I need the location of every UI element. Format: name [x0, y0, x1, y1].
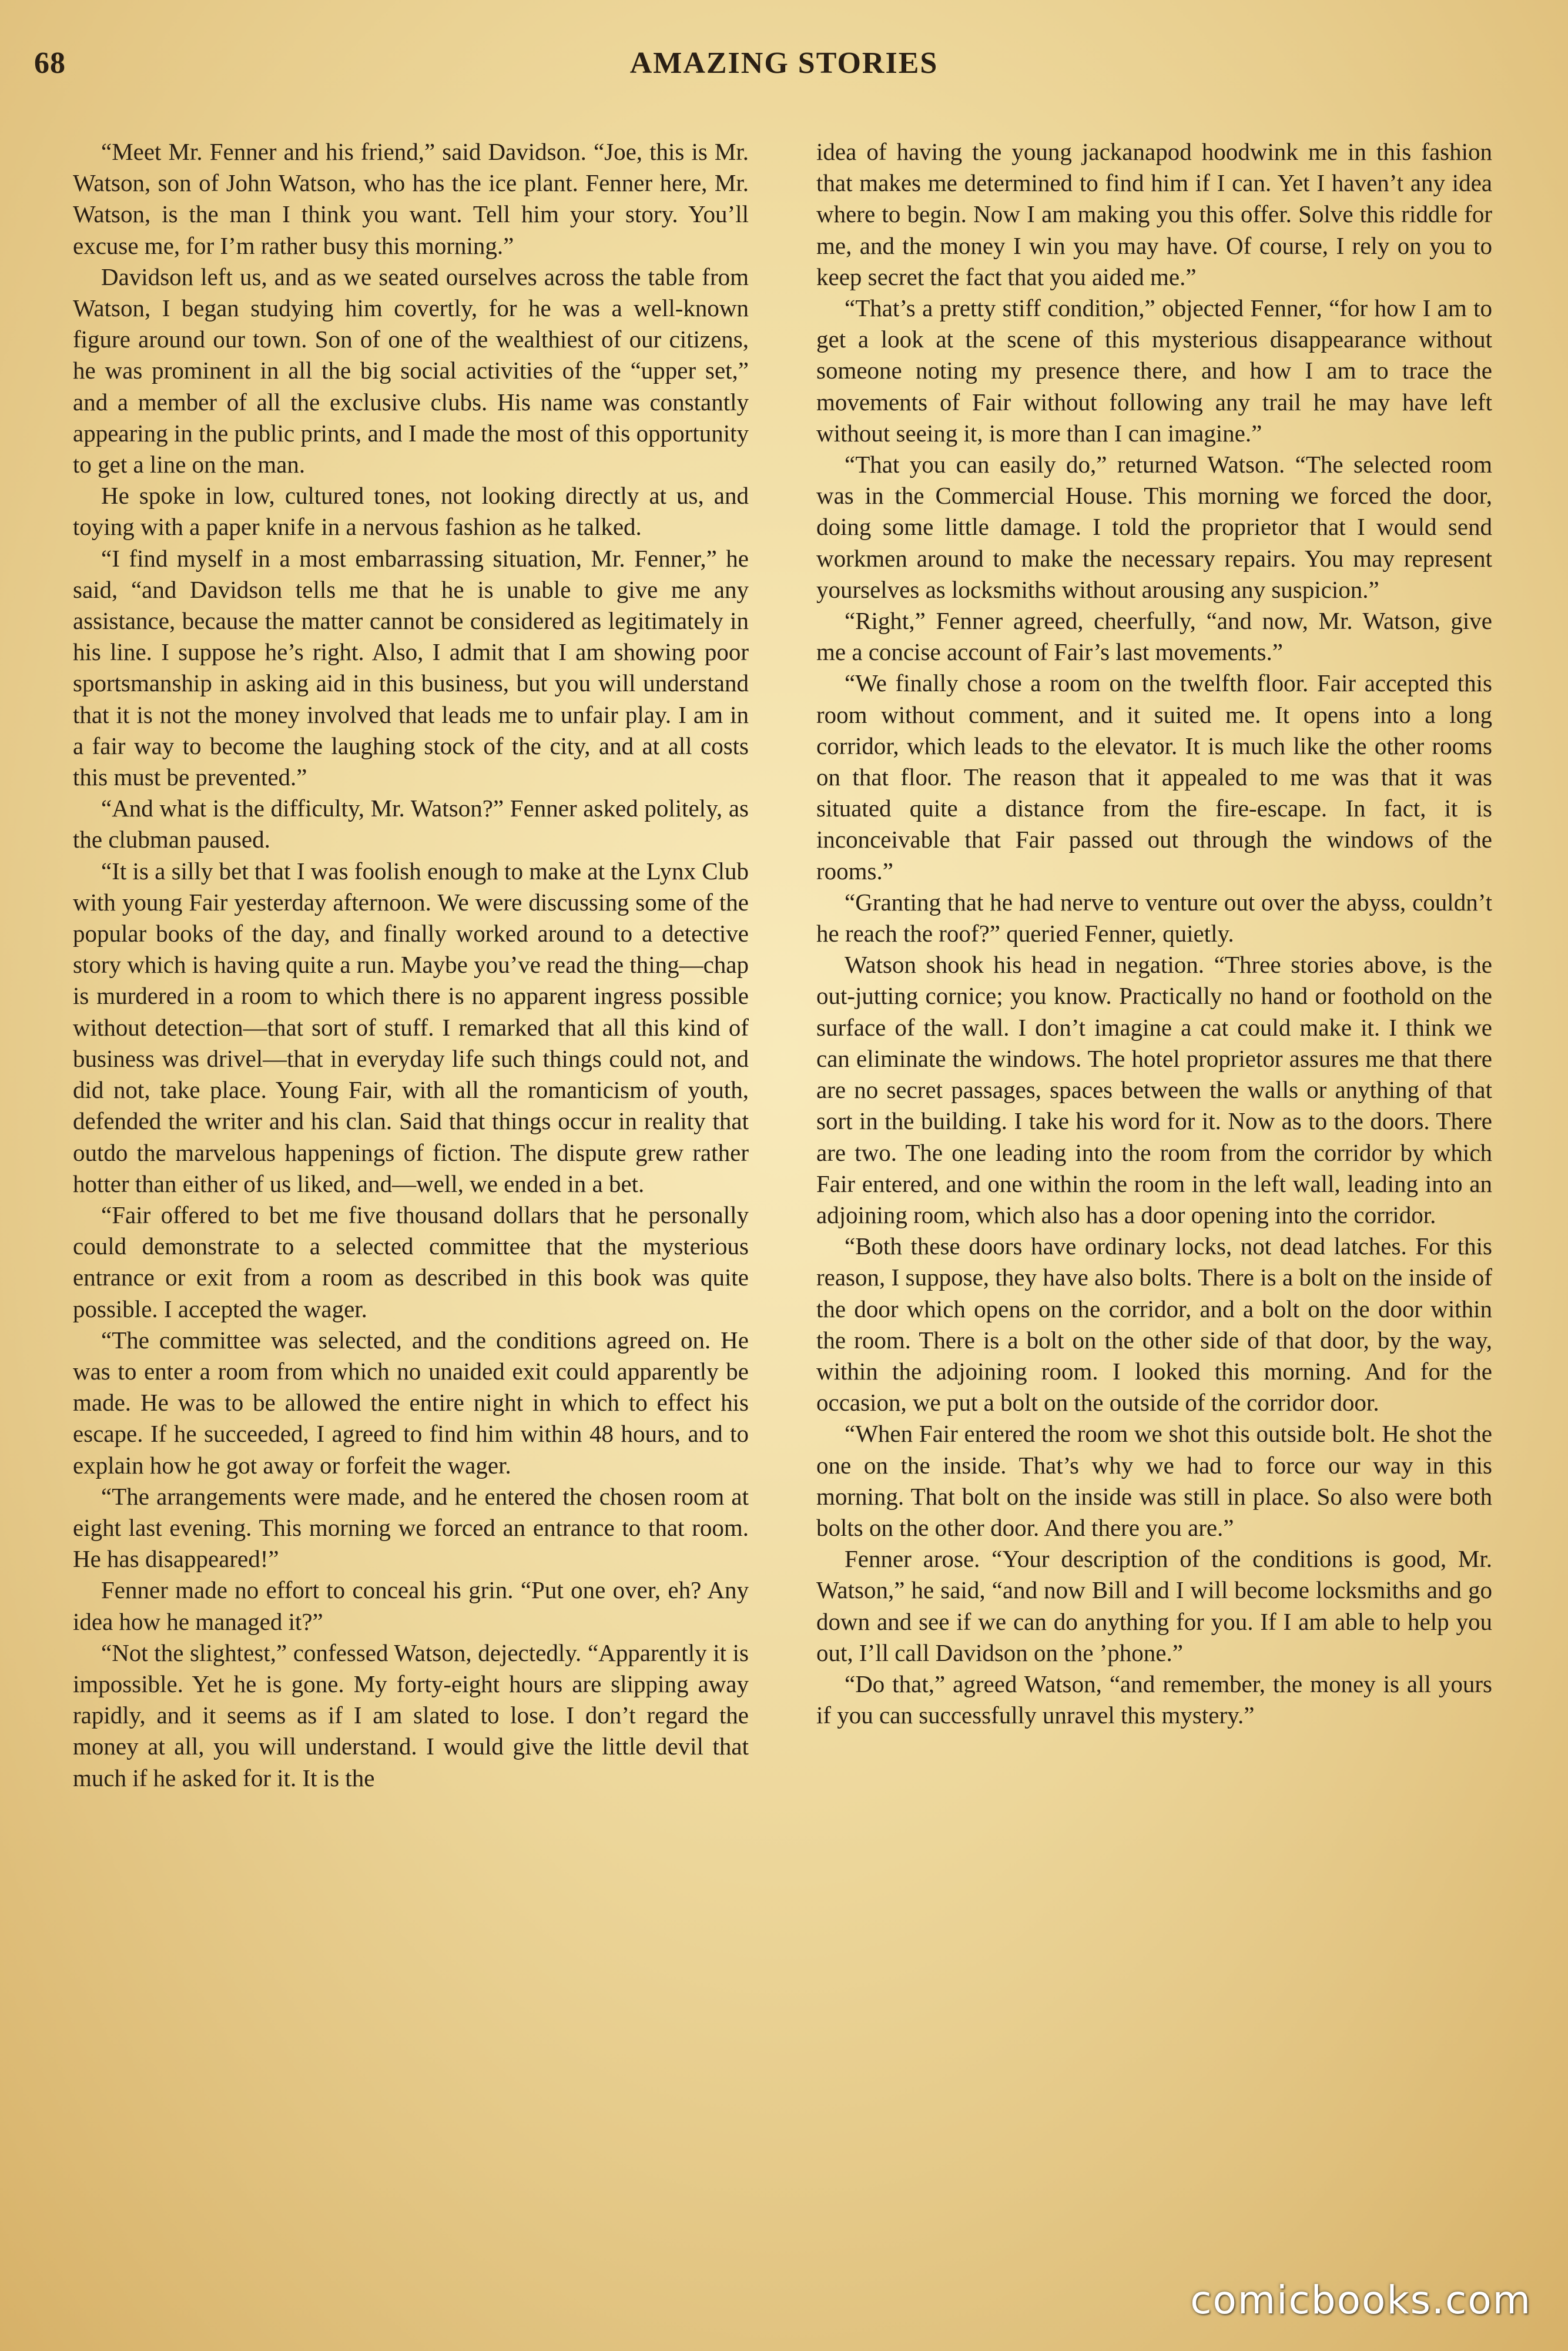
paragraph: Fenner arose. “Your description of the conditions is good, Mr. Watson,” he said, “and now Bill and I will become locksmiths and go down and see if we can do anything for you. If I am able to help you out, I’ll call Davidson on the ’phone.”	[816, 1545, 1492, 1666]
paragraph: “I find myself in a most embarrassing situation, Mr. Fenner,” he said, “and Davidson tells me that he is unable to give me any assistance, because the matter cannot be considered as legitimately in his line. I suppose he’s right. Also, I admit that I am showing poor sportsmanship in asking aid in this business, but you will understand that it is not the money involved that leads me to unfair play. I am in a fair way to become the laughing stock of the city, and at all costs this must be prevented.”	[73, 544, 749, 791]
right-column	[816, 136, 1492, 2252]
paragraph: “Right,” Fenner agreed, cheerfully, “and now, Mr. Watson, give me a concise account of Fair’s last movements.”	[816, 607, 1492, 666]
paragraph: “It is a silly bet that I was foolish enough to make at the Lynx Club with young Fair yesterday afternoon. We were discussing some of the popular books of the day, and finally worked around to a detective story which is having quite a run. Maybe you’ve read the thing—chap is murdered in a room to which there is no apparent ingress possible without detection—that sort of stuff. I remarked that all this kind of business was drivel—that in everyday life such things could not, and did not, take place. Young Fair, with all the romanticism of youth, defended the writer and his clan. Said that things occur in reality that outdo the marvelous happenings of fiction. The dispute grew rather hotter than either of us liked, and—well, we ended in a bet.	[73, 857, 749, 1197]
magazine-title: AMAZING STORIES	[629, 46, 939, 80]
paragraph: “Meet Mr. Fenner and his friend,” said Davidson. “Joe, this is Mr. Watson, son of John Watson, who has the ice plant. Fenner here, Mr. Watson, is the man I think you want. Tell him your story. You’ll excuse me, for I’m rather busy this morning.”	[73, 138, 749, 259]
paragraph: He spoke in low, cultured tones, not looking directly at us, and toying with a paper knife in a nervous fashion as he talked.	[73, 482, 749, 541]
paragraph: “That’s a pretty stiff condition,” objected Fenner, “for how I am to get a look at the scene of this mysterious disappearance without someone noting my presence there, and how I am to trace the movements of Fair without following any trail he may have left without seeing it, is more than I can imagine.”	[816, 294, 1492, 447]
paragraph: “That you can easily do,” returned Watson. “The selected room was in the Commercial House. This morning we forced the door, doing some little damage. I told the proprietor that I would send workmen around to make the necessary repairs. You may represent yourselves as locksmiths without arousing any suspicion.”	[816, 451, 1492, 603]
paragraph: “Fair offered to bet me five thousand dollars that he personally could demonstrate to a selected committee that the mysterious entrance or exit from a room as described in this book was quite possible. I accepted the wager.	[73, 1201, 749, 1322]
site-watermark: comicbooks.com	[1190, 2278, 1532, 2323]
page-number: 68	[34, 46, 66, 80]
paragraph: “Both these doors have ordinary locks, not dead latches. For this reason, I suppose, they have also bolts. There is a bolt on the inside of the door which opens on the corridor, and a bolt on the door within the room. There is a bolt on the other side of that door, by the way, within the adjoining room. I looked this morning. And for the occasion, we put a bolt on the outside of the corridor door.	[816, 1233, 1492, 1416]
paragraph: idea of having the young jackanapod hoodwink me in this fashion that makes me determined to find him if I can. Yet I haven’t any idea where to begin. Now I am making you this offer. Solve this riddle for me, and the money I win you may have. Of course, I rely on you to keep secret the fact that you aided me.”	[816, 138, 1492, 290]
paragraph: Fenner made no effort to conceal his grin. “Put one over, eh? Any idea how he managed it?”	[73, 1576, 749, 1635]
page-header	[0, 41, 1568, 88]
paragraph: Watson shook his head in negation. “Three stories above, is the out-jutting cornice; you know. Practically no hand or foothold on the surface of the wall. I don’t imagine a cat could make it. I think we can eliminate the windows. The hotel proprietor assures me that there are no secret passages, spaces between the walls or anything of that sort in the building. I take his word for it. Now as to the doors. There are two. The one leading into the room from the corridor by which Fair entered, and one within the room in the left wall, leading into an adjoining room, which also has a door opening into the corridor.	[816, 951, 1492, 1228]
paragraph: “Granting that he had nerve to venture out over the abyss, couldn’t he reach the roof?” queried Fenner, quietly.	[816, 888, 1492, 947]
left-column	[73, 136, 749, 2252]
paragraph: “Do that,” agreed Watson, “and remember, the money is all yours if you can successfully unravel this mystery.”	[816, 1670, 1492, 1729]
paragraph: “The arrangements were made, and he entered the chosen room at eight last evening. This morning we forced an entrance to that room. He has disappeared!”	[73, 1482, 749, 1573]
paragraph: “We finally chose a room on the twelfth floor. Fair accepted this room without comment, and it suited me. It opens into a long corridor, which leads to the elevator. It is much like the other rooms on that floor. The reason that it appealed to me was that it was situated quite a distance from the fire-escape. In fact, it is inconceivable that Fair passed out through the windows of the rooms.”	[816, 669, 1492, 885]
paragraph: “The committee was selected, and the conditions agreed on. He was to enter a room from which no unaided exit could apparently be made. He was to be allowed the entire night in which to effect his escape. If he succeeded, I agreed to find him within 48 hours, and to explain how he got away or forfeit the wager.	[73, 1326, 749, 1479]
paragraph: “And what is the difficulty, Mr. Watson?” Fenner asked politely, as the clubman paused.	[73, 795, 749, 853]
paragraph: Davidson left us, and as we seated ourselves across the table from Watson, I began studying him covertly, for he was a well-known figure around our town. Son of one of the wealthiest of our citizens, he was prominent in all the big social activities of the “upper set,” and a member of all the exclusive clubs. His name was constantly appearing in the public prints, and I made the most of this opportunity to get a line on the man.	[73, 263, 749, 478]
paragraph: “Not the slightest,” confessed Watson, dejectedly. “Apparently it is impossible. Yet he is gone. My forty-eight hours are slipping away rapidly, and it seems as if I am slated to lose. I don’t regard the money at all, you will understand. I would give the little devil that much if he asked for it. It is the	[73, 1639, 749, 1791]
paragraph: “When Fair entered the room we shot this outside bolt. He shot the one on the inside. That’s why we had to force our way in this morning. That bolt on the inside was still in place. So also were both bolts on the other door. And there you are.”	[816, 1420, 1492, 1541]
